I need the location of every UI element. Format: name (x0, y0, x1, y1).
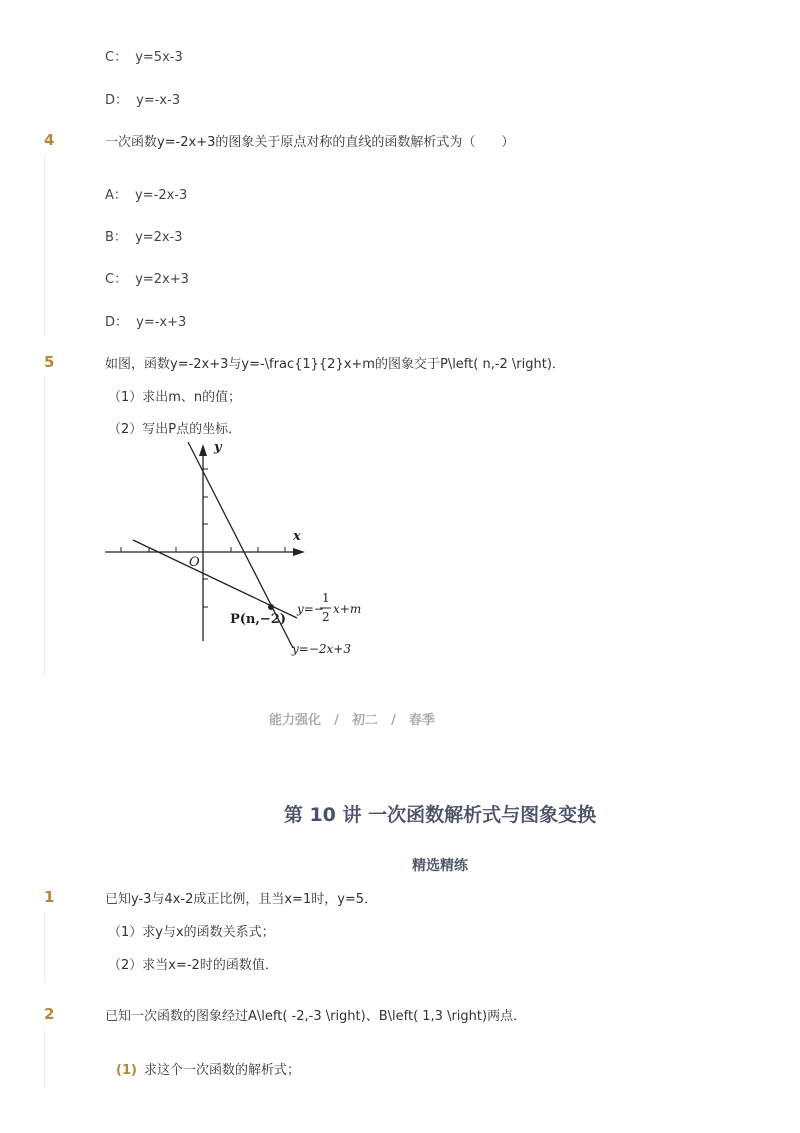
line1-frac-numerator: 1 (322, 591, 330, 605)
point-p-label: P(n,−2) (230, 612, 286, 627)
question-number-5: 5 (44, 353, 55, 371)
q4-option-b (105, 226, 183, 245)
q4-option-c (105, 268, 189, 287)
option-letter: C： (105, 50, 128, 65)
y-axis-arrow (199, 444, 207, 456)
line1-label-suffix: x+m (333, 602, 362, 616)
option-c-prev (105, 46, 183, 65)
option-text: y=2x-3 (135, 230, 183, 245)
point-p (268, 604, 274, 610)
exercise-2-stem: 已知一次函数的图象经过A\left( -2,-3 \right)、B\left( 1,3 \right)两点． (105, 1009, 527, 1024)
question-divider (44, 376, 45, 676)
option-text: y=-x-3 (136, 93, 181, 108)
breadcrumb-part2: 初二 (351, 713, 378, 728)
y-axis-label: y (214, 440, 222, 455)
option-text: y=5x-3 (135, 50, 183, 65)
x-axis-label: x (293, 529, 301, 544)
breadcrumb-sep: / (334, 713, 339, 728)
question-5-sub1: （1）求出m、n的值； (108, 390, 242, 405)
option-letter: B： (105, 230, 127, 245)
option-letter: A： (105, 188, 127, 203)
option-letter: D： (105, 93, 129, 108)
option-text: y=-x+3 (136, 315, 187, 330)
option-letter: C： (105, 272, 128, 287)
question-4-stem: 一次函数y=-2x+3的图象关于原点对称的直线的函数解析式为（ ） (105, 135, 515, 150)
x-axis-arrow (293, 548, 305, 556)
line2-label: y=−2x+3 (292, 642, 351, 656)
question-number-4: 4 (44, 131, 55, 149)
line1-label-prefix: y=− (297, 602, 324, 616)
exercise-1-stem: 已知y-3与4x-2成正比例，且当x=1时，y=5． (105, 892, 378, 907)
option-letter: D： (105, 315, 129, 330)
exercise-1-sub2: （2）求当x=-2时的函数值． (108, 958, 278, 973)
question-5-sub2: （2）写出P点的坐标． (108, 422, 242, 437)
exercise-number-2: 2 (44, 1005, 55, 1023)
option-d-prev (105, 89, 180, 108)
lecture-title: 第 10 讲 一次函数解析式与图象变换 (283, 804, 597, 826)
line1-frac-denominator: 2 (322, 610, 330, 624)
option-text: y=-2x-3 (135, 188, 188, 203)
question-divider (44, 912, 45, 982)
exercise-2-sub1-text: 求这个一次函数的解析式； (144, 1063, 301, 1078)
q4-option-d (105, 311, 186, 330)
exercise-number-1: 1 (44, 888, 55, 906)
q4-option-a (105, 184, 187, 203)
exercise-2-sub1-number: (1) (116, 1063, 137, 1078)
breadcrumb (269, 709, 435, 728)
option-text: y=2x+3 (135, 272, 189, 287)
question-divider (44, 1029, 45, 1089)
exercise-2-sub1 (116, 1059, 300, 1078)
question-divider (44, 155, 45, 335)
question-5-figure (100, 436, 370, 666)
exercise-1-sub1: （1）求y与x的函数关系式； (108, 925, 275, 940)
origin-label: O (189, 555, 200, 570)
y-ticks (203, 469, 208, 607)
breadcrumb-sep: / (391, 713, 396, 728)
question-5-stem: 如图，函数y=-2x+3与y=-\frac{1}{2}x+m的图象交于P\left( n,-2 \right)． (105, 357, 565, 372)
breadcrumb-part3: 春季 (408, 713, 435, 728)
lecture-subtitle: 精选精练 (412, 858, 468, 874)
breadcrumb-part1: 能力强化 (269, 713, 322, 728)
